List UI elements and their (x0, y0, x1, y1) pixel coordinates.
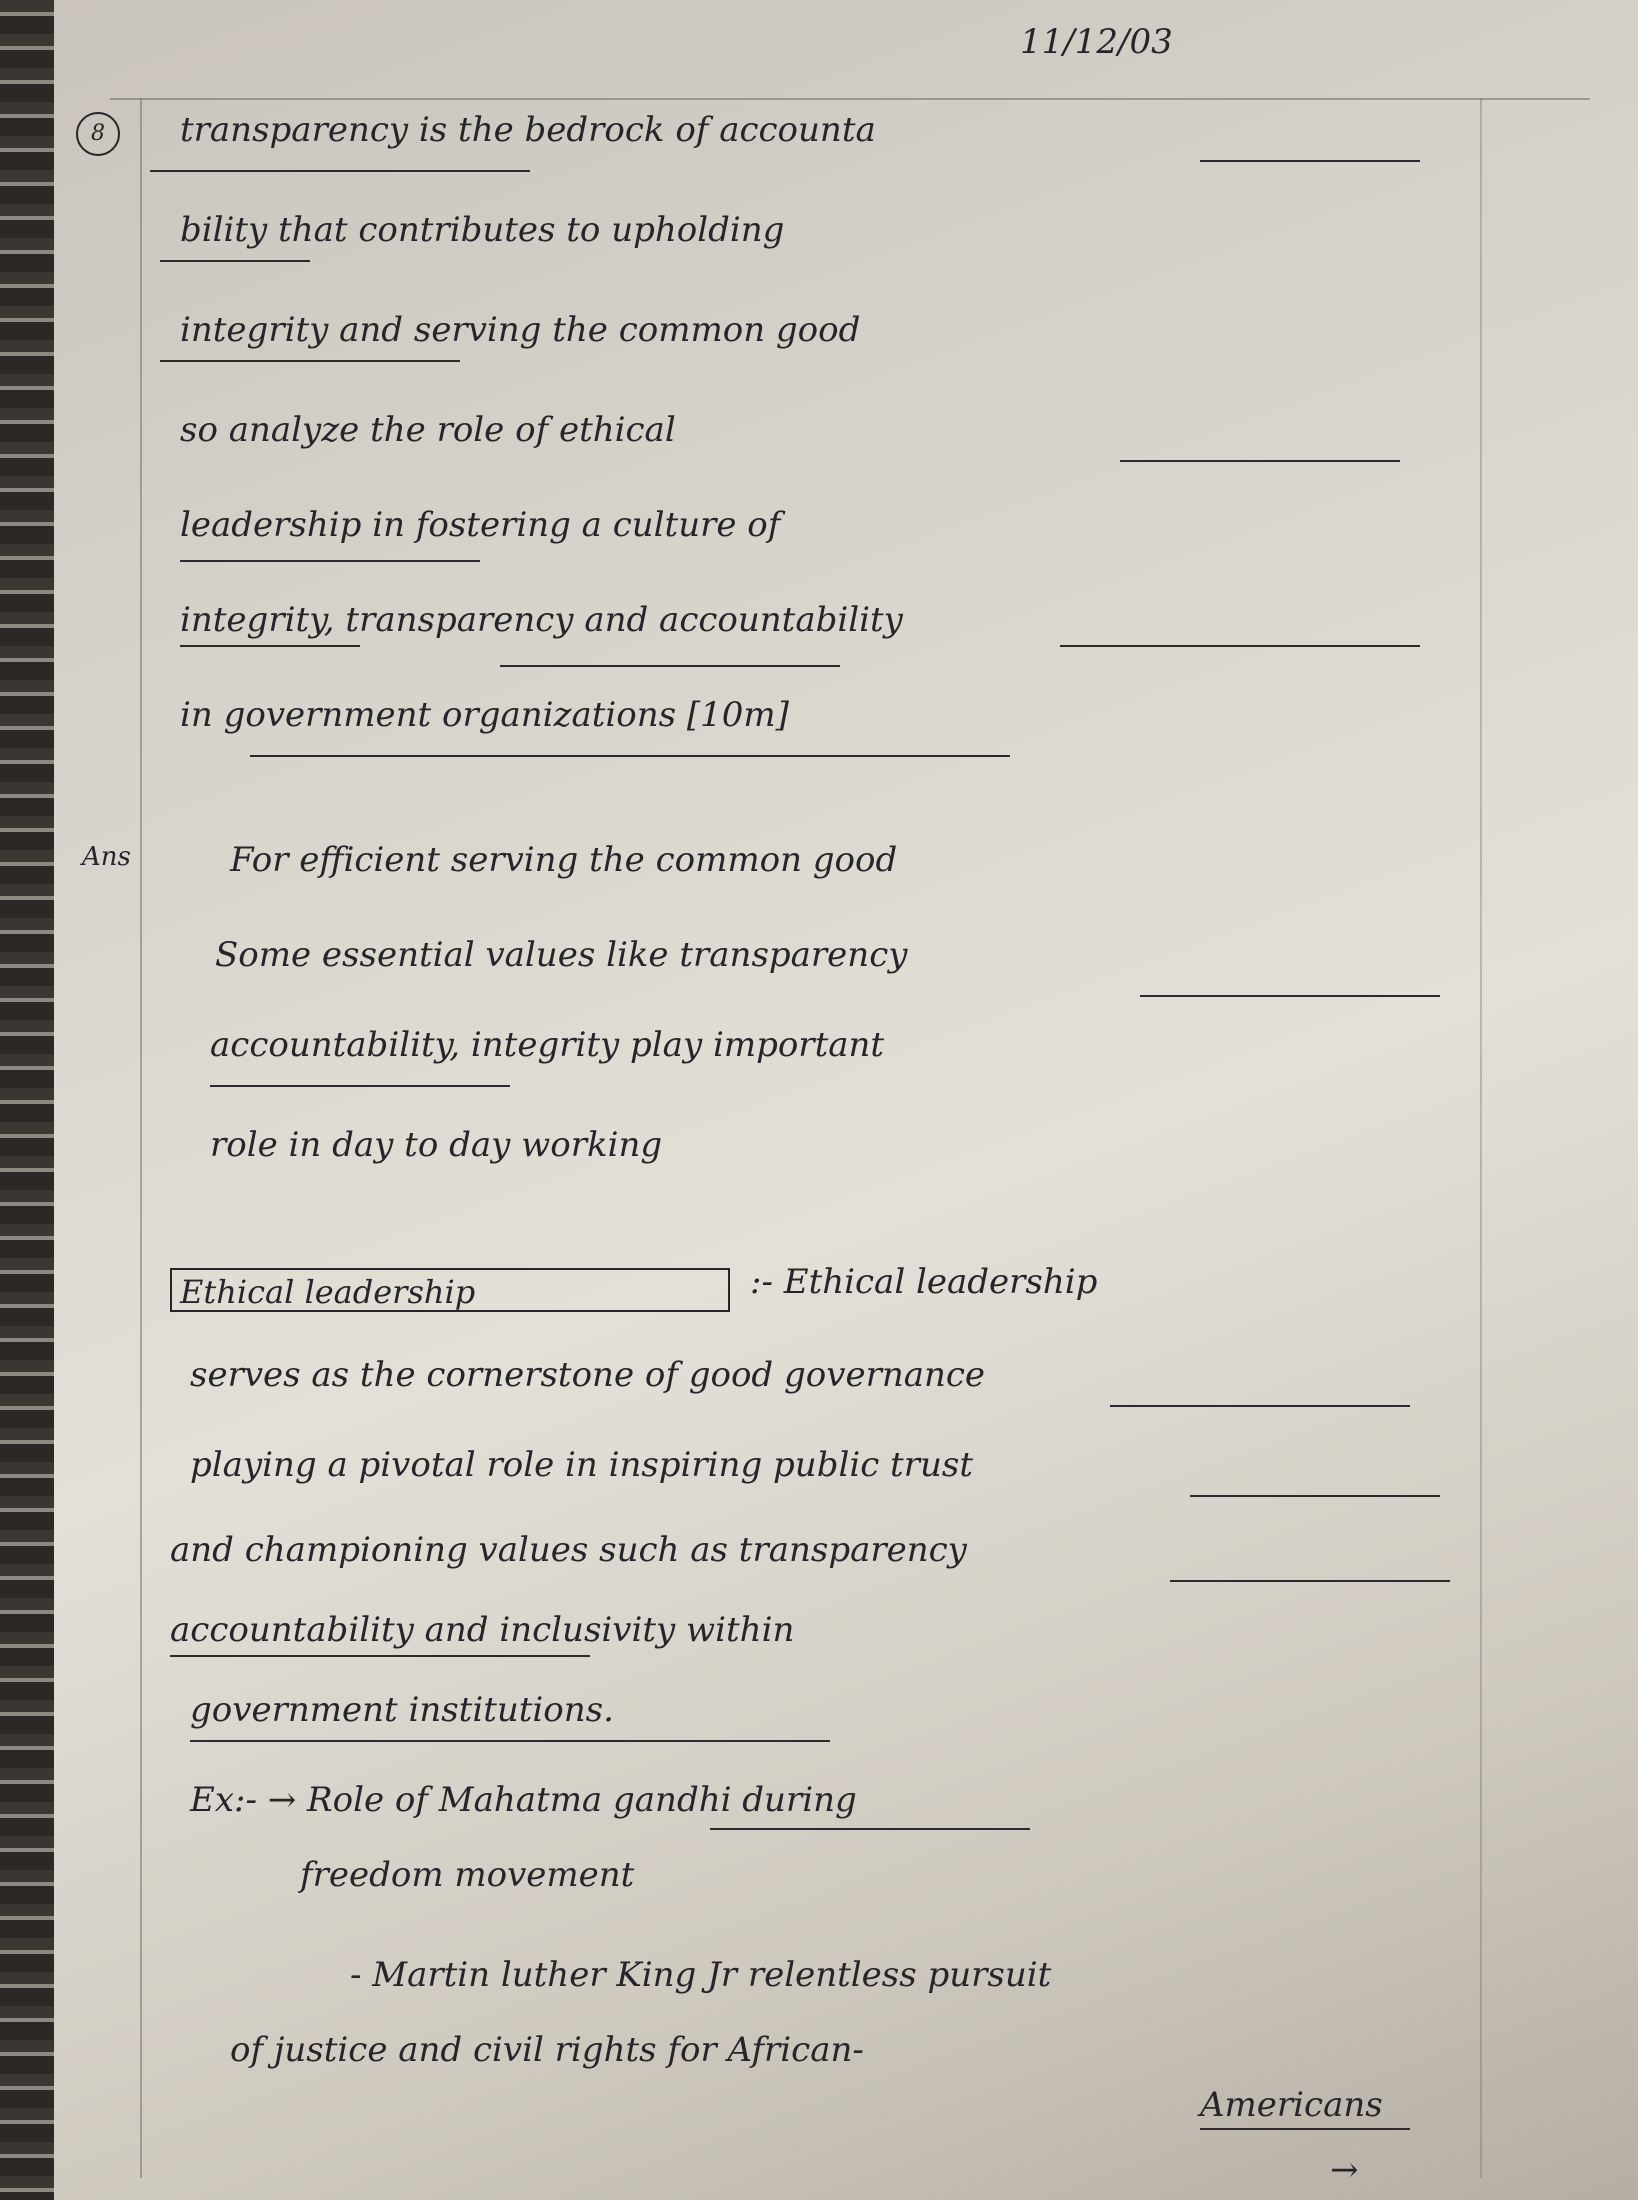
question-line-1: transparency is the bedrock of accounta (180, 110, 876, 150)
margin-rule (140, 98, 142, 2178)
section-line-4: and championing values such as transparency (170, 1530, 967, 1570)
top-rule (110, 98, 1590, 100)
question-line-4: so analyze the role of ethical (180, 410, 676, 450)
underline (1140, 995, 1440, 997)
example-line-5: Americans (1200, 2085, 1383, 2125)
underline (1110, 1405, 1410, 1407)
underline (1060, 645, 1420, 647)
underline (500, 665, 840, 667)
answer-line-1: For efficient serving the common good (230, 840, 898, 880)
example-line-3: - Martin luther King Jr relentless pursuit (350, 1955, 1052, 1995)
underline (1200, 2128, 1410, 2130)
question-line-6: integrity, transparency and accountability (180, 600, 903, 640)
example-line-2: freedom movement (300, 1855, 635, 1895)
spiral-binding (0, 0, 54, 2200)
section-heading-box: Ethical leadership (170, 1268, 730, 1312)
date: 11/12/03 (1020, 22, 1173, 62)
underline (150, 170, 530, 172)
underline (250, 755, 1010, 757)
answer-line-2: Some essential values like transparency (215, 935, 908, 975)
underline (160, 260, 310, 262)
section-line-3: playing a pivotal role in inspiring public trust (190, 1445, 973, 1485)
underline (1170, 1580, 1450, 1582)
question-line-2: bility that contributes to upholding (180, 210, 785, 250)
underline (180, 645, 360, 647)
section-line-1: :- Ethical leadership (750, 1262, 1098, 1302)
example-line-4: of justice and civil rights for African- (230, 2030, 864, 2070)
underline (1190, 1495, 1440, 1497)
underline (160, 360, 460, 362)
underline (170, 1655, 590, 1657)
section-line-2: serves as the cornerstone of good governance (190, 1355, 986, 1395)
question-line-7: in government organizations [10m] (180, 695, 789, 735)
question-line-5: leadership in fostering a culture of (180, 505, 781, 545)
question-number: 8 (76, 112, 120, 156)
underline (1120, 460, 1400, 462)
section-line-5: accountability and inclusivity within (170, 1610, 795, 1650)
section-line-6: government institutions. (190, 1690, 614, 1730)
answer-line-4: role in day to day working (210, 1125, 663, 1165)
example-line-1: Ex:- → Role of Mahatma gandhi during (190, 1780, 857, 1820)
right-rule (1480, 98, 1482, 2178)
underline (180, 560, 480, 562)
answer-label: Ans (82, 842, 131, 872)
underline (190, 1740, 830, 1742)
question-line-3: integrity and serving the common good (180, 310, 861, 350)
answer-line-3: accountability, integrity play important (210, 1025, 885, 1065)
underline (1200, 160, 1420, 162)
page-turn-arrow: → (1330, 2150, 1359, 2190)
underline (210, 1085, 510, 1087)
underline (710, 1828, 1030, 1830)
